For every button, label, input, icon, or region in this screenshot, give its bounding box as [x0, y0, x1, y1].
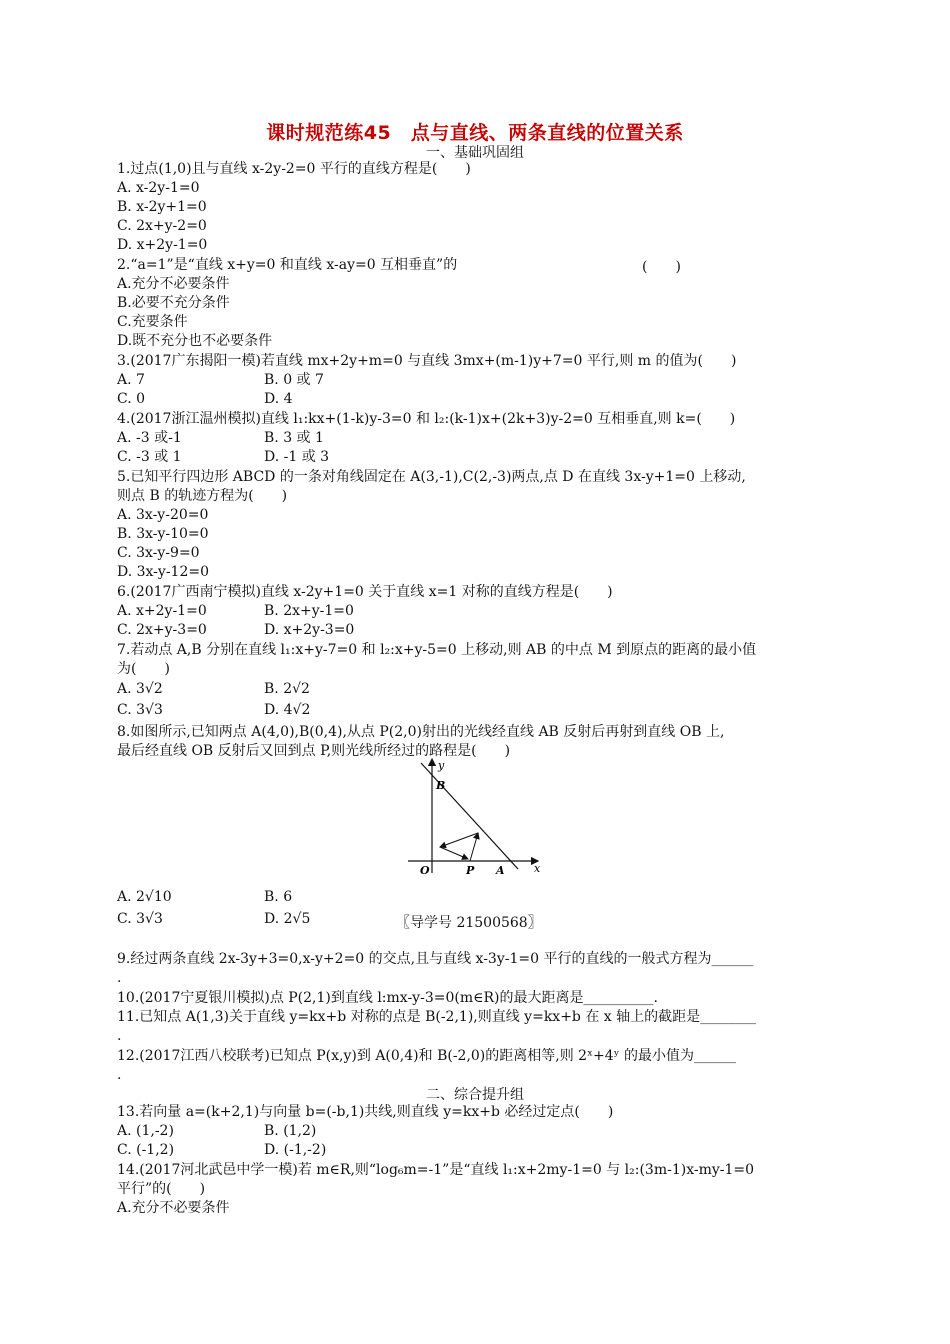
q7-option-c: C. 3√3 [117, 702, 163, 718]
q5-stem-line2: 则点 B 的轨迹方程为( ) [117, 488, 288, 504]
q14-option-a: A.充分不必要条件 [117, 1200, 230, 1216]
q11-stem: 11.已知点 A(1,3)关于直线 y=kx+b 对称的点是 B(-2,1),则直线 y=kx+b 在 x 轴上的截距是________ [117, 1009, 757, 1025]
section-heading-basic: 一、基础巩固组 [426, 145, 524, 161]
q3-option-c: C. 0 [117, 391, 146, 407]
q13-option-d: D. (-1,-2) [264, 1142, 327, 1158]
q6-option-d: D. x+2y-3=0 [264, 622, 355, 638]
q13-option-c: C. (-1,2) [117, 1142, 175, 1158]
q2-option-a: A.充分不必要条件 [117, 276, 230, 292]
q14-stem-line2: 平行”的( ) [117, 1181, 206, 1197]
q11-period: . [117, 1028, 122, 1044]
q6-option-b: B. 2x+y-1=0 [264, 603, 354, 619]
q3-option-a: A. 7 [117, 372, 145, 388]
q1-option-b: B. x-2y+1=0 [117, 199, 207, 215]
q7-option-a: A. 3√2 [117, 681, 163, 697]
label-a: A [496, 864, 505, 877]
q5-option-a: A. 3x-y-20=0 [117, 507, 209, 523]
q7-stem-line2: 为( ) [117, 661, 170, 677]
q8-option-c: C. 3√3 [117, 911, 163, 927]
q2-option-d: D.既不充分也不必要条件 [117, 333, 273, 349]
q3-option-b: B. 0 或 7 [264, 372, 324, 388]
ray-ab-to-ob [440, 833, 478, 847]
label-p: P [466, 864, 475, 877]
label-y: y [438, 759, 445, 772]
q8-stem-line1: 8.如图所示,已知两点 A(4,0),B(0,4),从点 P(2,0)射出的光线经直线 AB 反射后再射到直线 OB 上, [117, 724, 725, 740]
q4-option-c: C. -3 或 1 [117, 449, 182, 465]
q1-option-d: D. x+2y-1=0 [117, 237, 208, 253]
q3-option-d: D. 4 [264, 391, 293, 407]
q8-option-a: A. 2√10 [117, 889, 172, 905]
q8-option-d: D. 2√5 [264, 911, 311, 927]
section-heading-advanced: 二、综合提升组 [426, 1087, 524, 1103]
q12-period: . [117, 1067, 122, 1083]
ray-ob-to-p [440, 847, 468, 859]
label-o: O [420, 864, 430, 877]
q2-stem: 2.“a=1”是“直线 x+y=0 和直线 x-ay=0 互相垂直”的 [117, 257, 458, 273]
q5-option-c: C. 3x-y-9=0 [117, 545, 200, 561]
q6-stem: 6.(2017广西南宁模拟)直线 x-2y+1=0 关于直线 x=1 对称的直线方程是( ) [117, 584, 613, 600]
q9-stem: 9.经过两条直线 2x-3y+3=0,x-y+2=0 的交点,且与直线 x-3y-1=0 平行的直线的一般式方程为______ [117, 951, 754, 967]
q4-option-d: D. -1 或 3 [264, 449, 330, 465]
q2-option-c: C.充要条件 [117, 314, 188, 330]
page-title: 课时规范练45 点与直线、两条直线的位置关系 [266, 122, 684, 144]
q4-option-a: A. -3 或-1 [117, 430, 182, 446]
q7-option-b: B. 2√2 [264, 681, 310, 697]
q13-stem: 13.若向量 a=(k+2,1)与向量 b=(-b,1)共线,则直线 y=kx+b 必经过定点( ) [117, 1104, 614, 1120]
q5-option-b: B. 3x-y-10=0 [117, 526, 209, 542]
q1-option-c: C. 2x+y-2=0 [117, 218, 207, 234]
q13-option-b: B. (1,2) [264, 1123, 317, 1139]
q6-option-a: A. x+2y-1=0 [117, 603, 207, 619]
q12-stem: 12.(2017江西八校联考)已知点 P(x,y)到 A(0,4)和 B(-2,0)的距离相等,则 2ˣ+4ʸ 的最小值为______ [117, 1048, 737, 1064]
q14-stem-line1: 14.(2017河北武邑中学一模)若 m∈R,则“log₆m=-1”是“直线 l₁:x+2my-1=0 与 l₂:(3m-1)x-my-1=0 [117, 1162, 755, 1178]
q13-option-a: A. (1,-2) [117, 1123, 174, 1139]
q9-period: . [117, 970, 122, 986]
q4-stem: 4.(2017浙江温州模拟)直线 l₁:kx+(1-k)y-3=0 和 l₂:(k-1)x+(2k+3)y-2=0 互相垂直,则 k=( ) [117, 411, 736, 427]
q10-stem: 10.(2017宁夏银川模拟)点 P(2,1)到直线 l:mx-y-3=0(m∈R)的最大距离是__________. [117, 990, 658, 1006]
q4-option-b: B. 3 或 1 [264, 430, 324, 446]
label-x: x [534, 862, 541, 875]
q8-geometry-figure [400, 755, 545, 880]
q7-stem-line1: 7.若动点 A,B 分别在直线 l₁:x+y-7=0 和 l₂:x+y-5=0 上移动,则 AB 的中点 M 到原点的距离的最小值 [117, 642, 757, 658]
q5-stem-line1: 5.已知平行四边形 ABCD 的一条对角线固定在 A(3,-1),C(2,-3)两点,点 D 在直线 3x-y+1=0 上移动, [117, 469, 746, 485]
label-b: B [436, 779, 446, 792]
q5-option-d: D. 3x-y-12=0 [117, 564, 210, 580]
q8-stem-line2: 最后经直线 OB 反射后又回到点 P,则光线所经过的路程是( ) [117, 743, 511, 759]
q1-option-a: A. x-2y-1=0 [117, 180, 200, 196]
q8-option-b: B. 6 [264, 889, 293, 905]
q7-option-d: D. 4√2 [264, 702, 311, 718]
q2-option-b: B.必要不充分条件 [117, 295, 230, 311]
q3-stem: 3.(2017广东揭阳一模)若直线 mx+2y+m=0 与直线 3mx+(m-1)y+7=0 平行,则 m 的值为( ) [117, 353, 737, 369]
ray-p-to-ab [470, 833, 478, 861]
q8-reference-number: 〖导学号 21500568〗 [396, 915, 542, 931]
q6-option-c: C. 2x+y-3=0 [117, 622, 207, 638]
q2-answer-paren: ( ) [642, 259, 681, 275]
q1-stem: 1.过点(1,0)且与直线 x-2y-2=0 平行的直线方程是( ) [117, 161, 471, 177]
